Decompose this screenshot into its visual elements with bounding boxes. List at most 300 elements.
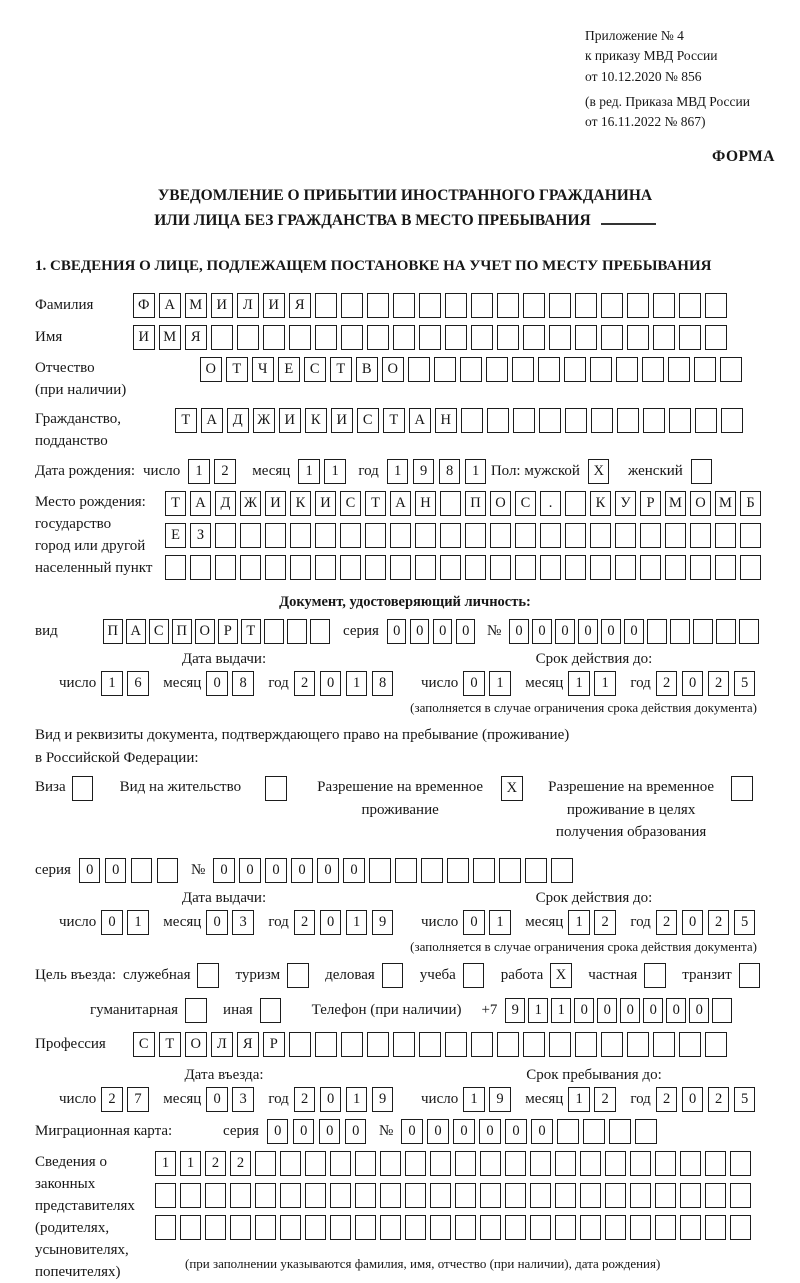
char-cell[interactable] <box>668 357 690 382</box>
char-cell[interactable] <box>480 1183 501 1208</box>
char-cell[interactable] <box>540 555 561 580</box>
char-cell[interactable] <box>539 408 561 433</box>
char-cell[interactable] <box>280 1183 301 1208</box>
char-cell[interactable] <box>211 325 233 350</box>
char-cell[interactable]: Я <box>185 325 207 350</box>
char-cell[interactable] <box>730 1183 751 1208</box>
char-cell[interactable] <box>523 325 545 350</box>
char-cell[interactable] <box>551 858 573 883</box>
female-checkbox-cell[interactable] <box>691 459 713 484</box>
char-cell[interactable] <box>575 1032 597 1057</box>
char-cell[interactable]: 2 <box>708 671 730 696</box>
char-cell[interactable] <box>415 523 436 548</box>
char-cell[interactable] <box>617 408 639 433</box>
char-cell[interactable] <box>265 523 286 548</box>
char-cell[interactable] <box>705 1032 727 1057</box>
char-cell[interactable]: А <box>190 491 211 516</box>
char-cell[interactable]: 0 <box>206 671 228 696</box>
purpose-checkbox-cell[interactable] <box>644 963 666 988</box>
char-cell[interactable]: 0 <box>479 1119 501 1144</box>
char-cell[interactable]: Р <box>640 491 661 516</box>
char-cell[interactable]: 2 <box>294 1087 316 1112</box>
char-cell[interactable] <box>473 858 495 883</box>
char-cell[interactable] <box>525 858 547 883</box>
char-cell[interactable] <box>575 325 597 350</box>
purpose-checkbox-cell[interactable] <box>382 963 404 988</box>
char-cell[interactable] <box>330 1215 351 1240</box>
char-cell[interactable] <box>580 1215 601 1240</box>
char-cell[interactable]: 0 <box>689 998 709 1023</box>
char-cell[interactable] <box>549 293 571 318</box>
char-cell[interactable] <box>513 408 535 433</box>
char-cell[interactable] <box>549 325 571 350</box>
char-cell[interactable]: 0 <box>79 858 101 883</box>
char-cell[interactable]: 0 <box>387 619 407 644</box>
char-cell[interactable] <box>255 1183 276 1208</box>
edu-permit-checkbox-cell[interactable] <box>731 776 753 801</box>
char-cell[interactable]: 2 <box>656 671 678 696</box>
char-cell[interactable]: Я <box>289 293 311 318</box>
char-cell[interactable] <box>205 1183 226 1208</box>
char-cell[interactable]: О <box>490 491 511 516</box>
char-cell[interactable]: Н <box>415 491 436 516</box>
char-cell[interactable] <box>490 555 511 580</box>
char-cell[interactable] <box>653 293 675 318</box>
char-cell[interactable] <box>367 325 389 350</box>
char-cell[interactable] <box>460 357 482 382</box>
char-cell[interactable] <box>564 357 586 382</box>
char-cell[interactable]: Р <box>218 619 238 644</box>
char-cell[interactable]: 1 <box>180 1151 201 1176</box>
char-cell[interactable] <box>565 523 586 548</box>
char-cell[interactable]: Е <box>165 523 186 548</box>
char-cell[interactable] <box>655 1215 676 1240</box>
char-cell[interactable] <box>390 555 411 580</box>
char-cell[interactable] <box>290 555 311 580</box>
char-cell[interactable] <box>515 555 536 580</box>
char-cell[interactable] <box>490 523 511 548</box>
char-cell[interactable] <box>380 1151 401 1176</box>
char-cell[interactable] <box>340 555 361 580</box>
char-cell[interactable] <box>315 523 336 548</box>
char-cell[interactable] <box>665 523 686 548</box>
char-cell[interactable] <box>530 1215 551 1240</box>
char-cell[interactable] <box>355 1151 376 1176</box>
char-cell[interactable]: Ф <box>133 293 155 318</box>
char-cell[interactable] <box>486 357 508 382</box>
char-cell[interactable]: . <box>540 491 561 516</box>
char-cell[interactable]: В <box>356 357 378 382</box>
char-cell[interactable] <box>601 1032 623 1057</box>
char-cell[interactable]: 1 <box>155 1151 176 1176</box>
char-cell[interactable] <box>580 1183 601 1208</box>
char-cell[interactable] <box>739 619 759 644</box>
char-cell[interactable] <box>289 325 311 350</box>
char-cell[interactable]: 3 <box>232 910 254 935</box>
purpose-checkbox-cell[interactable] <box>260 998 282 1023</box>
char-cell[interactable]: С <box>340 491 361 516</box>
char-cell[interactable] <box>540 523 561 548</box>
char-cell[interactable]: 9 <box>413 459 435 484</box>
char-cell[interactable]: А <box>201 408 223 433</box>
char-cell[interactable]: И <box>279 408 301 433</box>
temp-permit-checkbox-cell[interactable]: X <box>501 776 523 801</box>
char-cell[interactable] <box>315 1032 337 1057</box>
purpose-checkbox-cell[interactable] <box>739 963 761 988</box>
char-cell[interactable] <box>512 357 534 382</box>
char-cell[interactable] <box>523 293 545 318</box>
char-cell[interactable]: 1 <box>594 671 616 696</box>
char-cell[interactable] <box>264 619 284 644</box>
char-cell[interactable] <box>616 357 638 382</box>
char-cell[interactable] <box>480 1215 501 1240</box>
char-cell[interactable]: Т <box>159 1032 181 1057</box>
char-cell[interactable] <box>305 1215 326 1240</box>
char-cell[interactable] <box>380 1215 401 1240</box>
char-cell[interactable] <box>605 1215 626 1240</box>
char-cell[interactable] <box>471 293 493 318</box>
char-cell[interactable]: Л <box>237 293 259 318</box>
char-cell[interactable]: Н <box>435 408 457 433</box>
char-cell[interactable] <box>627 293 649 318</box>
char-cell[interactable]: 1 <box>489 671 511 696</box>
char-cell[interactable]: 0 <box>320 1087 342 1112</box>
char-cell[interactable] <box>715 523 736 548</box>
char-cell[interactable] <box>471 325 493 350</box>
char-cell[interactable] <box>705 325 727 350</box>
char-cell[interactable]: П <box>172 619 192 644</box>
char-cell[interactable]: 0 <box>206 1087 228 1112</box>
char-cell[interactable]: 2 <box>708 1087 730 1112</box>
char-cell[interactable] <box>721 408 743 433</box>
char-cell[interactable] <box>515 523 536 548</box>
char-cell[interactable]: Л <box>211 1032 233 1057</box>
char-cell[interactable] <box>430 1183 451 1208</box>
char-cell[interactable] <box>315 555 336 580</box>
char-cell[interactable] <box>583 1119 605 1144</box>
char-cell[interactable]: 0 <box>345 1119 367 1144</box>
char-cell[interactable] <box>679 325 701 350</box>
char-cell[interactable] <box>315 325 337 350</box>
char-cell[interactable] <box>157 858 179 883</box>
char-cell[interactable] <box>287 619 307 644</box>
char-cell[interactable] <box>740 523 761 548</box>
char-cell[interactable]: 0 <box>319 1119 341 1144</box>
char-cell[interactable]: 1 <box>528 998 548 1023</box>
purpose-checkbox-cell[interactable] <box>197 963 219 988</box>
char-cell[interactable]: 0 <box>401 1119 423 1144</box>
char-cell[interactable] <box>630 1151 651 1176</box>
char-cell[interactable]: М <box>185 293 207 318</box>
char-cell[interactable]: 1 <box>101 671 123 696</box>
char-cell[interactable]: М <box>665 491 686 516</box>
char-cell[interactable] <box>455 1151 476 1176</box>
char-cell[interactable] <box>419 293 441 318</box>
char-cell[interactable]: П <box>103 619 123 644</box>
char-cell[interactable] <box>640 523 661 548</box>
char-cell[interactable] <box>694 357 716 382</box>
char-cell[interactable]: И <box>315 491 336 516</box>
char-cell[interactable] <box>230 1215 251 1240</box>
char-cell[interactable]: Б <box>740 491 761 516</box>
char-cell[interactable] <box>393 325 415 350</box>
char-cell[interactable]: 0 <box>410 619 430 644</box>
char-cell[interactable] <box>280 1215 301 1240</box>
char-cell[interactable]: 0 <box>682 671 704 696</box>
char-cell[interactable] <box>680 1151 701 1176</box>
char-cell[interactable]: Ж <box>253 408 275 433</box>
char-cell[interactable] <box>367 1032 389 1057</box>
char-cell[interactable] <box>615 523 636 548</box>
char-cell[interactable]: И <box>133 325 155 350</box>
char-cell[interactable] <box>215 555 236 580</box>
char-cell[interactable]: Т <box>383 408 405 433</box>
char-cell[interactable] <box>165 555 186 580</box>
char-cell[interactable]: 2 <box>230 1151 251 1176</box>
char-cell[interactable] <box>655 1151 676 1176</box>
char-cell[interactable]: 8 <box>439 459 461 484</box>
char-cell[interactable] <box>615 555 636 580</box>
char-cell[interactable] <box>305 1151 326 1176</box>
char-cell[interactable]: Т <box>241 619 261 644</box>
char-cell[interactable] <box>421 858 443 883</box>
char-cell[interactable]: 0 <box>343 858 365 883</box>
char-cell[interactable] <box>205 1215 226 1240</box>
char-cell[interactable] <box>538 357 560 382</box>
char-cell[interactable] <box>680 1215 701 1240</box>
char-cell[interactable] <box>445 325 467 350</box>
char-cell[interactable] <box>390 523 411 548</box>
char-cell[interactable]: 2 <box>214 459 236 484</box>
char-cell[interactable] <box>455 1183 476 1208</box>
char-cell[interactable] <box>330 1151 351 1176</box>
char-cell[interactable] <box>405 1183 426 1208</box>
char-cell[interactable]: 1 <box>463 1087 485 1112</box>
char-cell[interactable]: 0 <box>597 998 617 1023</box>
char-cell[interactable]: О <box>185 1032 207 1057</box>
char-cell[interactable] <box>730 1215 751 1240</box>
char-cell[interactable]: Т <box>330 357 352 382</box>
char-cell[interactable]: 3 <box>232 1087 254 1112</box>
char-cell[interactable]: 9 <box>505 998 525 1023</box>
char-cell[interactable]: 0 <box>531 1119 553 1144</box>
char-cell[interactable]: С <box>304 357 326 382</box>
char-cell[interactable] <box>720 357 742 382</box>
purpose-checkbox-cell[interactable] <box>185 998 207 1023</box>
char-cell[interactable] <box>575 293 597 318</box>
char-cell[interactable]: Т <box>365 491 386 516</box>
char-cell[interactable] <box>365 523 386 548</box>
char-cell[interactable] <box>716 619 736 644</box>
char-cell[interactable] <box>380 1183 401 1208</box>
char-cell[interactable]: Т <box>175 408 197 433</box>
char-cell[interactable]: М <box>715 491 736 516</box>
char-cell[interactable] <box>555 1215 576 1240</box>
char-cell[interactable] <box>601 293 623 318</box>
char-cell[interactable] <box>497 293 519 318</box>
char-cell[interactable] <box>497 1032 519 1057</box>
char-cell[interactable] <box>680 1183 701 1208</box>
char-cell[interactable]: С <box>357 408 379 433</box>
char-cell[interactable] <box>290 523 311 548</box>
char-cell[interactable] <box>369 858 391 883</box>
char-cell[interactable] <box>740 555 761 580</box>
char-cell[interactable]: 2 <box>101 1087 123 1112</box>
char-cell[interactable]: А <box>159 293 181 318</box>
char-cell[interactable] <box>640 555 661 580</box>
char-cell[interactable] <box>530 1151 551 1176</box>
char-cell[interactable] <box>190 555 211 580</box>
char-cell[interactable] <box>465 523 486 548</box>
char-cell[interactable]: Д <box>227 408 249 433</box>
char-cell[interactable]: 0 <box>320 910 342 935</box>
char-cell[interactable] <box>643 408 665 433</box>
char-cell[interactable]: П <box>465 491 486 516</box>
char-cell[interactable] <box>499 858 521 883</box>
char-cell[interactable] <box>647 619 667 644</box>
char-cell[interactable] <box>505 1183 526 1208</box>
char-cell[interactable] <box>365 555 386 580</box>
char-cell[interactable]: А <box>390 491 411 516</box>
char-cell[interactable] <box>465 555 486 580</box>
char-cell[interactable] <box>653 1032 675 1057</box>
char-cell[interactable] <box>690 523 711 548</box>
char-cell[interactable] <box>263 325 285 350</box>
residence-permit-checkbox-cell[interactable] <box>265 776 287 801</box>
char-cell[interactable]: О <box>382 357 404 382</box>
char-cell[interactable]: 1 <box>568 1087 590 1112</box>
char-cell[interactable]: 0 <box>105 858 127 883</box>
char-cell[interactable]: 1 <box>568 910 590 935</box>
char-cell[interactable] <box>393 293 415 318</box>
char-cell[interactable] <box>555 1151 576 1176</box>
char-cell[interactable]: 0 <box>682 1087 704 1112</box>
char-cell[interactable] <box>665 555 686 580</box>
char-cell[interactable]: О <box>195 619 215 644</box>
char-cell[interactable] <box>440 491 461 516</box>
char-cell[interactable]: 9 <box>489 1087 511 1112</box>
char-cell[interactable] <box>255 1215 276 1240</box>
char-cell[interactable] <box>315 293 337 318</box>
char-cell[interactable]: 2 <box>294 910 316 935</box>
char-cell[interactable]: 9 <box>372 910 394 935</box>
char-cell[interactable]: 0 <box>265 858 287 883</box>
char-cell[interactable]: У <box>615 491 636 516</box>
char-cell[interactable]: И <box>265 491 286 516</box>
char-cell[interactable]: 0 <box>101 910 123 935</box>
char-cell[interactable] <box>355 1183 376 1208</box>
char-cell[interactable] <box>679 1032 701 1057</box>
char-cell[interactable]: 1 <box>568 671 590 696</box>
char-cell[interactable]: И <box>211 293 233 318</box>
char-cell[interactable]: О <box>690 491 711 516</box>
char-cell[interactable]: 1 <box>346 910 368 935</box>
char-cell[interactable] <box>555 1183 576 1208</box>
char-cell[interactable]: 2 <box>656 1087 678 1112</box>
char-cell[interactable] <box>131 858 153 883</box>
purpose-checkbox-cell[interactable] <box>287 963 309 988</box>
char-cell[interactable] <box>653 325 675 350</box>
char-cell[interactable]: 2 <box>594 910 616 935</box>
char-cell[interactable] <box>330 1183 351 1208</box>
char-cell[interactable]: 1 <box>127 910 149 935</box>
char-cell[interactable]: 0 <box>317 858 339 883</box>
char-cell[interactable]: Д <box>215 491 236 516</box>
char-cell[interactable]: 1 <box>465 459 487 484</box>
char-cell[interactable]: 1 <box>346 671 368 696</box>
char-cell[interactable]: К <box>305 408 327 433</box>
char-cell[interactable]: И <box>331 408 353 433</box>
char-cell[interactable] <box>440 523 461 548</box>
char-cell[interactable] <box>705 293 727 318</box>
purpose-checkbox-cell[interactable] <box>463 963 485 988</box>
char-cell[interactable] <box>455 1215 476 1240</box>
char-cell[interactable] <box>440 555 461 580</box>
char-cell[interactable] <box>505 1215 526 1240</box>
char-cell[interactable] <box>480 1151 501 1176</box>
char-cell[interactable] <box>405 1151 426 1176</box>
char-cell[interactable]: 0 <box>463 910 485 935</box>
char-cell[interactable]: 1 <box>489 910 511 935</box>
char-cell[interactable] <box>630 1183 651 1208</box>
char-cell[interactable] <box>705 1151 726 1176</box>
char-cell[interactable] <box>215 523 236 548</box>
char-cell[interactable]: 0 <box>291 858 313 883</box>
char-cell[interactable] <box>240 555 261 580</box>
char-cell[interactable] <box>712 998 732 1023</box>
char-cell[interactable] <box>609 1119 631 1144</box>
char-cell[interactable] <box>408 357 430 382</box>
char-cell[interactable]: 0 <box>433 619 453 644</box>
char-cell[interactable] <box>565 555 586 580</box>
char-cell[interactable]: 0 <box>682 910 704 935</box>
char-cell[interactable]: 0 <box>620 998 640 1023</box>
char-cell[interactable]: И <box>263 293 285 318</box>
char-cell[interactable] <box>310 619 330 644</box>
char-cell[interactable] <box>419 1032 441 1057</box>
char-cell[interactable] <box>730 1151 751 1176</box>
char-cell[interactable]: 2 <box>205 1151 226 1176</box>
char-cell[interactable] <box>565 408 587 433</box>
char-cell[interactable]: 0 <box>532 619 552 644</box>
char-cell[interactable] <box>605 1151 626 1176</box>
char-cell[interactable]: 2 <box>294 671 316 696</box>
char-cell[interactable] <box>627 325 649 350</box>
char-cell[interactable]: Р <box>263 1032 285 1057</box>
char-cell[interactable]: 1 <box>551 998 571 1023</box>
char-cell[interactable]: 7 <box>127 1087 149 1112</box>
char-cell[interactable] <box>355 1215 376 1240</box>
char-cell[interactable]: К <box>590 491 611 516</box>
male-checkbox-cell[interactable]: X <box>588 459 610 484</box>
char-cell[interactable] <box>280 1151 301 1176</box>
char-cell[interactable] <box>590 357 612 382</box>
char-cell[interactable]: 1 <box>387 459 409 484</box>
char-cell[interactable] <box>155 1215 176 1240</box>
char-cell[interactable] <box>405 1215 426 1240</box>
char-cell[interactable]: 0 <box>239 858 261 883</box>
char-cell[interactable] <box>367 293 389 318</box>
char-cell[interactable] <box>690 555 711 580</box>
char-cell[interactable]: 8 <box>232 671 254 696</box>
char-cell[interactable] <box>240 523 261 548</box>
char-cell[interactable]: 0 <box>666 998 686 1023</box>
char-cell[interactable] <box>505 1151 526 1176</box>
char-cell[interactable] <box>305 1183 326 1208</box>
char-cell[interactable] <box>695 408 717 433</box>
char-cell[interactable]: 0 <box>456 619 476 644</box>
char-cell[interactable]: 5 <box>734 671 756 696</box>
